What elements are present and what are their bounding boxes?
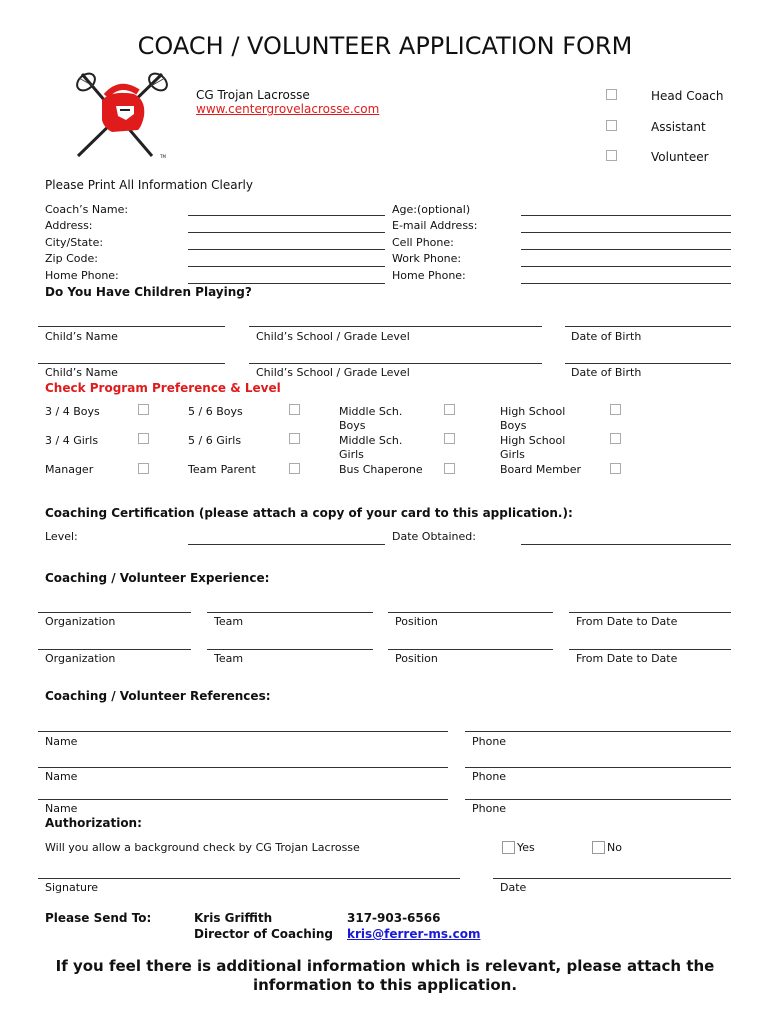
program-option-label: High School Boys xyxy=(500,405,566,432)
reference-phone-label: Phone xyxy=(472,770,507,783)
team-label: Team xyxy=(214,652,244,665)
trademark-mark: TM xyxy=(160,154,166,159)
reference-name-field[interactable] xyxy=(38,799,448,800)
age-label: Age:(optional) xyxy=(392,203,471,216)
coach-name-field[interactable] xyxy=(188,215,385,216)
signature-field[interactable] xyxy=(38,878,460,879)
signature-label: Signature xyxy=(45,881,99,894)
reference-phone-label: Phone xyxy=(472,802,507,815)
yes-checkbox[interactable] xyxy=(502,841,515,854)
level-field[interactable] xyxy=(188,544,385,545)
city-state-label: City/State: xyxy=(45,236,104,249)
team-label: Team xyxy=(214,615,244,628)
authorization-heading: Authorization: xyxy=(45,816,142,830)
dates-field[interactable] xyxy=(569,612,731,613)
children-heading: Do You Have Children Playing? xyxy=(45,285,252,299)
child-name-field[interactable] xyxy=(38,326,225,327)
program-checkbox[interactable] xyxy=(610,463,621,474)
cell-phone-label: Cell Phone: xyxy=(392,236,454,249)
address-label: Address: xyxy=(45,219,93,232)
program-option-label: Manager xyxy=(45,463,94,476)
trojan-lacrosse-logo xyxy=(72,70,172,162)
child-name-label: Child’s Name xyxy=(45,330,118,343)
level-label: Level: xyxy=(45,530,78,543)
email-label: E-mail Address: xyxy=(392,219,478,232)
home-phone-label: Home Phone: xyxy=(45,269,119,282)
child-school-field[interactable] xyxy=(249,326,542,327)
experience-heading: Coaching / Volunteer Experience: xyxy=(45,571,270,585)
yes-label: Yes xyxy=(517,841,535,854)
program-checkbox[interactable] xyxy=(444,433,455,444)
print-instructions: Please Print All Information Clearly xyxy=(45,178,253,192)
no-label: No xyxy=(607,841,622,854)
program-option-label: Middle Sch. Boys xyxy=(339,405,403,432)
volunteer-label: Volunteer xyxy=(651,150,709,164)
reference-phone-label: Phone xyxy=(472,735,507,748)
volunteer-checkbox[interactable] xyxy=(606,150,617,161)
child-dob-field[interactable] xyxy=(565,363,731,364)
page-title: COACH / VOLUNTEER APPLICATION FORM xyxy=(137,32,633,60)
child-dob-label: Date of Birth xyxy=(571,330,642,343)
program-checkbox[interactable] xyxy=(289,404,300,415)
date-obtained-field[interactable] xyxy=(521,544,731,545)
program-option-label: 3 / 4 Girls xyxy=(45,434,99,447)
program-option-label: Team Parent xyxy=(188,463,256,476)
team-field[interactable] xyxy=(207,649,373,650)
program-option-label: 5 / 6 Girls xyxy=(188,434,242,447)
reference-phone-field[interactable] xyxy=(465,767,731,768)
program-heading: Check Program Preference & Level xyxy=(45,381,281,395)
dates-label: From Date to Date xyxy=(576,652,678,665)
address-field[interactable] xyxy=(188,232,385,233)
child-name-field[interactable] xyxy=(38,363,225,364)
position-field[interactable] xyxy=(388,649,553,650)
background-check-question: Will you allow a background check by CG Trojan Lacrosse xyxy=(45,841,360,854)
team-field[interactable] xyxy=(207,612,373,613)
date-obtained-label: Date Obtained: xyxy=(392,530,476,543)
organization-field[interactable] xyxy=(38,649,191,650)
child-school-field[interactable] xyxy=(249,363,542,364)
program-option-label: Bus Chaperone xyxy=(339,463,423,476)
certification-heading: Coaching Certification (please attach a copy of your card to this application.): xyxy=(45,506,573,520)
coach-name-label: Coach’s Name: xyxy=(45,203,129,216)
work-phone-label: Work Phone: xyxy=(392,252,462,265)
dates-label: From Date to Date xyxy=(576,615,678,628)
program-checkbox[interactable] xyxy=(610,433,621,444)
age-field[interactable] xyxy=(521,215,731,216)
position-label: Position xyxy=(395,615,438,628)
dates-field[interactable] xyxy=(569,649,731,650)
signature-date-label: Date xyxy=(500,881,527,894)
child-name-label: Child’s Name xyxy=(45,366,118,379)
assistant-label: Assistant xyxy=(651,120,706,134)
reference-phone-field[interactable] xyxy=(465,799,731,800)
organization-field[interactable] xyxy=(38,612,191,613)
zip-code-field[interactable] xyxy=(188,266,385,267)
home-phone-field[interactable] xyxy=(188,283,385,284)
program-option-label: 3 / 4 Boys xyxy=(45,405,100,418)
references-heading: Coaching / Volunteer References: xyxy=(45,689,271,703)
program-option-label: Middle Sch. Girls xyxy=(339,434,403,461)
child-dob-label: Date of Birth xyxy=(571,366,642,379)
contact-role: Director of Coaching xyxy=(194,927,334,941)
child-school-label: Child’s School / Grade Level xyxy=(256,366,410,379)
program-option-label: High School Girls xyxy=(500,434,566,461)
program-checkbox[interactable] xyxy=(138,433,149,444)
website-link[interactable]: www.centergrovelacrosse.com xyxy=(196,102,380,116)
work-phone-field[interactable] xyxy=(521,266,731,267)
signature-date-field[interactable] xyxy=(493,878,731,879)
head-coach-label: Head Coach xyxy=(651,89,724,103)
footer-note: If you feel there is additional information which is relevant, please attach the information to this application. xyxy=(55,957,715,994)
no-checkbox[interactable] xyxy=(592,841,605,854)
zip-code-label: Zip Code: xyxy=(45,252,98,265)
program-option-label: 5 / 6 Boys xyxy=(188,405,243,418)
home-phone-2-field[interactable] xyxy=(521,283,731,284)
program-option-label: Board Member xyxy=(500,463,582,476)
organization-label: Organization xyxy=(45,652,116,665)
program-checkbox[interactable] xyxy=(610,404,621,415)
contact-phone: 317-903-6566 xyxy=(347,911,441,925)
head-coach-checkbox[interactable] xyxy=(606,89,617,100)
email-field[interactable] xyxy=(521,232,731,233)
city-state-field[interactable] xyxy=(188,249,385,250)
program-checkbox[interactable] xyxy=(138,463,149,474)
child-dob-field[interactable] xyxy=(565,326,731,327)
program-checkbox[interactable] xyxy=(289,463,300,474)
organization-label: Organization xyxy=(45,615,116,628)
program-checkbox[interactable] xyxy=(444,404,455,415)
program-checkbox[interactable] xyxy=(444,463,455,474)
contact-email-link[interactable]: kris@ferrer-ms.com xyxy=(347,927,481,941)
cell-phone-field[interactable] xyxy=(521,249,731,250)
reference-name-field[interactable] xyxy=(38,767,448,768)
org-name: CG Trojan Lacrosse xyxy=(196,88,310,102)
reference-name-field[interactable] xyxy=(38,731,448,732)
position-label: Position xyxy=(395,652,438,665)
send-to-label: Please Send To: xyxy=(45,911,152,925)
reference-name-label: Name xyxy=(45,802,78,815)
program-checkbox[interactable] xyxy=(289,433,300,444)
home-phone-2-label: Home Phone: xyxy=(392,269,466,282)
assistant-checkbox[interactable] xyxy=(606,120,617,131)
program-checkbox[interactable] xyxy=(138,404,149,415)
reference-name-label: Name xyxy=(45,735,78,748)
child-school-label: Child’s School / Grade Level xyxy=(256,330,410,343)
position-field[interactable] xyxy=(388,612,553,613)
reference-name-label: Name xyxy=(45,770,78,783)
contact-name: Kris Griffith xyxy=(194,911,273,925)
reference-phone-field[interactable] xyxy=(465,731,731,732)
